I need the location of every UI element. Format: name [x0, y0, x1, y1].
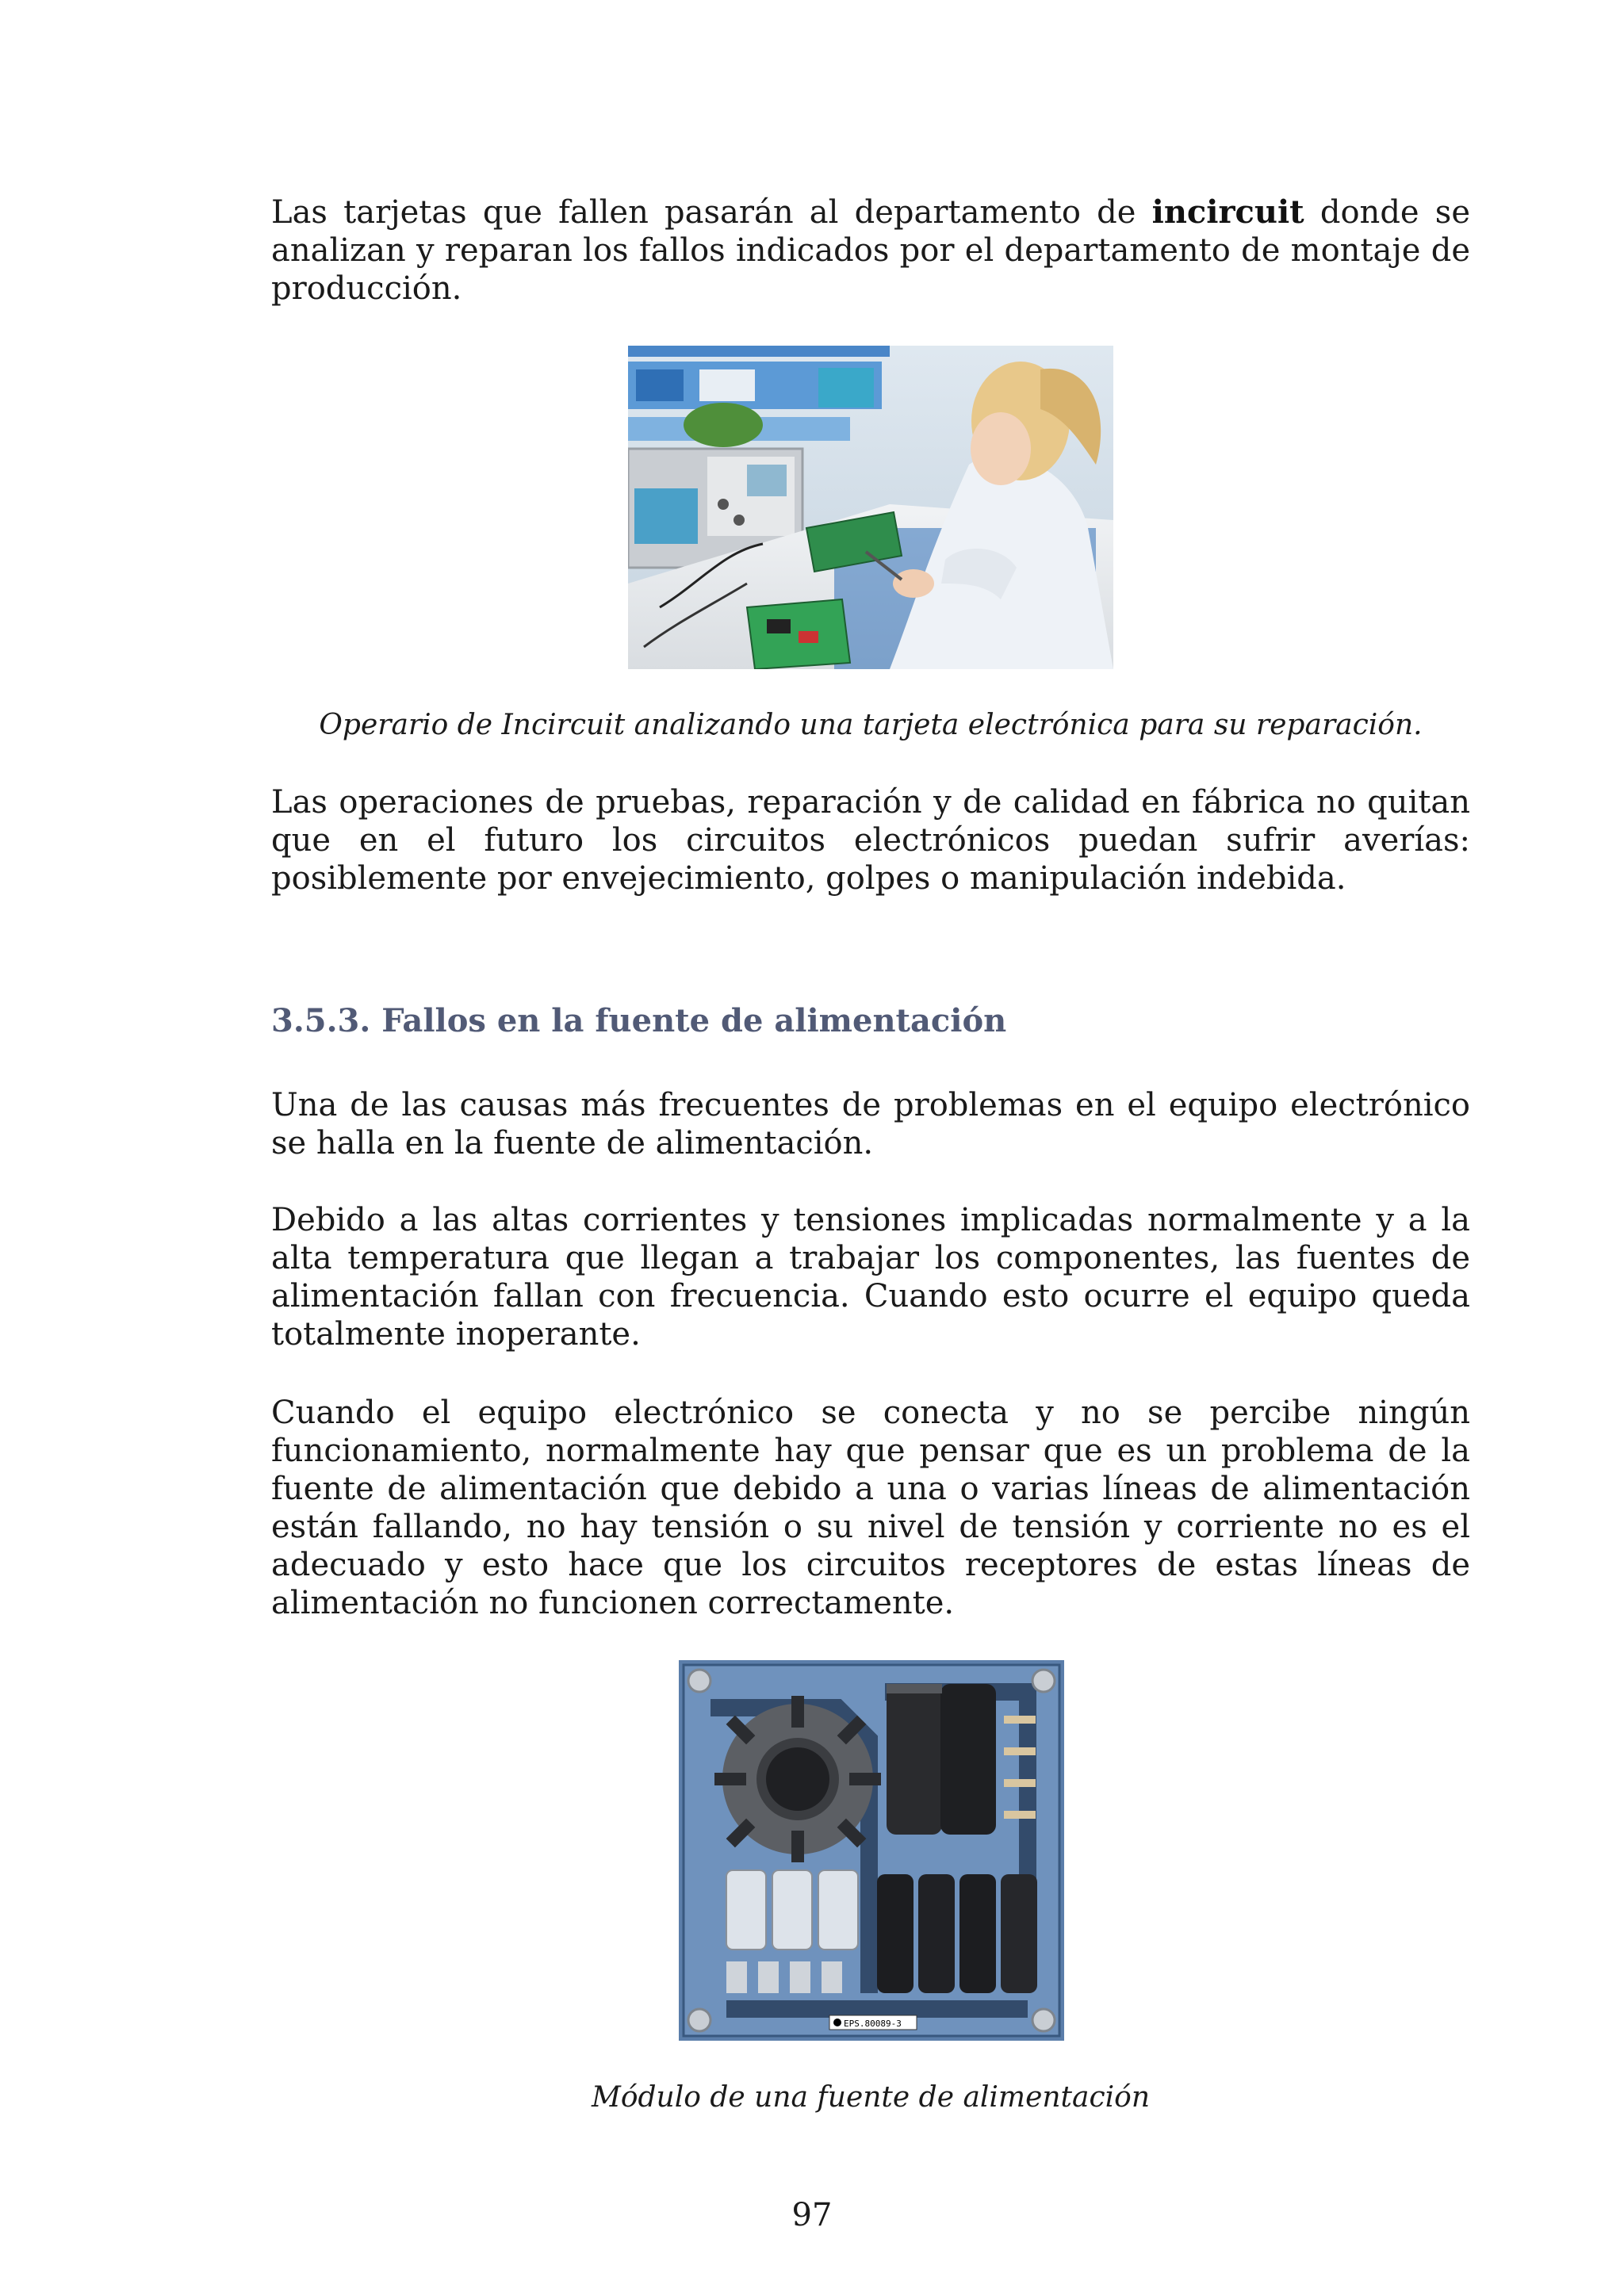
incircuit-bold: incircuit	[1151, 193, 1304, 231]
paragraph-1-text-a: Las tarjetas que fallen pasarán al departamento de	[271, 194, 1152, 231]
paragraph-1-text-b: donde se analizan y reparan los fallos indicados por el departamento de montaje de producción.	[271, 194, 1470, 307]
power-supply-module-photo	[679, 1660, 1064, 2041]
figure-2-caption: Módulo de una fuente de alimentación	[591, 2081, 1151, 2114]
figure-1-caption: Operario de Incircuit analizando una tarjeta electrónica para su reparación.	[319, 709, 1423, 741]
page-number: 97	[791, 2197, 833, 2233]
paragraph-2: Las operaciones de pruebas, reparación y de calidad en fábrica no quitan que en el futuro los circuitos electrónicos puedan sufrir averías: posiblemente por envejecimiento, golpes o manipulación indebida.	[271, 784, 1470, 897]
paragraph-4: Debido a las altas corrientes y tensiones implicadas normalmente y a la alta temperatura que llegan a trabajar los componentes, las fuentes de alimentación fallan con frecuencia. Cuando esto ocurre el equipo queda totalmente inoperante.	[271, 1202, 1470, 1353]
section-heading: 3.5.3. Fallos en la fuente de alimentación	[271, 1002, 1007, 1039]
technician-photo	[628, 346, 1113, 669]
paragraph-3: Una de las causas más frecuentes de problemas en el equipo electrónico se halla en la fuente de alimentación.	[271, 1087, 1470, 1161]
paragraph-1	[271, 193, 1470, 308]
paragraph-5: Cuando el equipo electrónico se conecta y no se percibe ningún funcionamiento, normalmente hay que pensar que es un problema de la fuente de alimentación que debido a una o varias líneas de alimentación están fallando, no hay tensión o su nivel de tensión y corriente no es el adecuado y esto hace que los circuitos receptores de estas líneas de alimentación no funcionen correctamente.	[271, 1395, 1470, 1621]
board-label: EPS.80089-3	[844, 2019, 902, 2029]
